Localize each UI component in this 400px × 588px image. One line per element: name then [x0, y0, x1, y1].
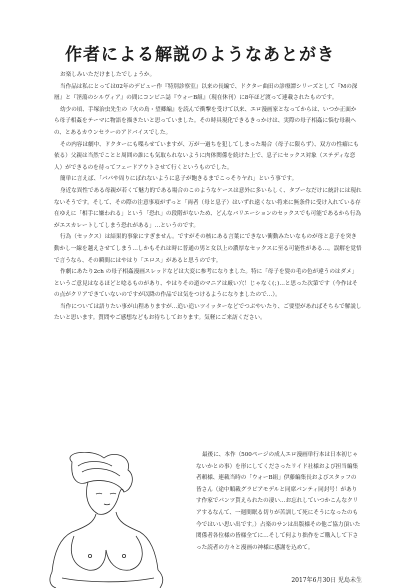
paragraph: 作劇にあたり2ch の母子相姦漫画スレッドなどは大変に参考になりました。特に「母子を髪の毛の色が違うのはダメ」というご意見はなるほどと唸るものがあり、やはりその道のマニアは厳い穴！じゃなく(；)…と思った次第です（今作はその点がクリアできていないのですが以降の作品では気をつけるようになりましたので…）。 — [54, 269, 358, 299]
date-signature: 2017年6月30日 児島未生 — [291, 577, 362, 584]
afterword-body — [54, 70, 362, 325]
closing-block — [196, 450, 362, 554]
paragraph: 身近な異性である母親が若くて魅力的である場合のこのようなケースは意外に多いらしく、タブーなだけに統計には現れないそうです。そして、その際の注意事項がずっと「両者（母と息子）はいずれ遠くない将来に無条件に受け入れている存在ゆえに「相手に嫌われる」という「恐れ」の段階がないため、どんなバリエーションのセックスでも可能であるから行為がエスカレートしてしまう恐れがある」…というのです。 — [54, 187, 362, 229]
paragraph: 当作については語りたい事が山程ありますが…追い追いツイッターなどでつぶやいたり、ご要望があればそちらで解説したいと思います。質問やご感想などもお待ちしております。気軽にご来訪ください。 — [54, 303, 362, 322]
closing-paragraph: 最後に、本作（500ページの成人エロ漫画単行本は日本初じゃないかとの事）を形にしてくださったリイド社様および担当編集者頼様、連載当時の「ウォーB組」伊藤編集長およびスタッフの皆さん（途中順載グラビアモデルと同席パンティ同封号！がありす作家でパンツ貰えられたの凄い…お忘れしていつかこんなクリアするなんて、一週間眠る切りが苦訓して死にそうになったのも今ではいい思い出です。）占楽のサンは出版様その他ご協力頂いた関係者各位様の皆様全てに…そして何より拙作をご購入して下さった読者の方々と漫画の神様に感謝を込めて。 — [196, 452, 361, 551]
paragraph: 当作品は私にとっては02年のデビュー作『特別診察室』以来の長編で、ドクター曲田の診療譚シリーズとして『Mの深層』と『淫蕩のシルヴィア』の間にコンビニ誌『ウォーB組』（現在休刊）に8年ほど渡って連載されたものです。 — [54, 83, 358, 102]
character-sketch-illustration — [32, 452, 182, 588]
paragraph: 簡単に言えば、「パパや周りにばれないように息子が飽きるまでこっそりヤれ」という事です。 — [60, 176, 298, 183]
paragraph: お楽しみいただけましたでしょうか。 — [60, 72, 156, 78]
page-title: 作者による解説のようなあとがき — [65, 45, 335, 65]
paragraph: 行為（セックス）は結果的事象にすぎません。ですがその核にある言葉にできない衝動みたいなものが母と息子を突き動かし一線を越えさせてしまう…しかもそれは時に普通の男と女以上の濃厚なセックスに至る可能性がある…。誤解を覚悟で言うなら、その瞬間にはやはり「エロス」があると思うのです。 — [54, 234, 362, 264]
paragraph: 幼少の頃、手塚治虫先生の『火の鳥・望郷編』を読んで衝撃を受けて以来、エロ漫画家となってからは、いつか正面から母子相姦をテーマに物語を描きたいと思っていました。その時具現化できるきっかけは、実際の母子相姦に悩む母親への、とあるカウンセラーのアドバイスでした。 — [54, 106, 357, 136]
paragraph: その内容は劇中、ドクターにも喋らせていますが、万が一過ちを犯してしまった場合（母子に限らず）、双方の性癖にも依る）父親は当然でことと周囲の誰にも気取られないように肉体関係を続けた上で、息子にセックス対象（ステディな恋人）ができるのを待ってフェードアウトさせて行くというものでした。 — [54, 141, 359, 171]
